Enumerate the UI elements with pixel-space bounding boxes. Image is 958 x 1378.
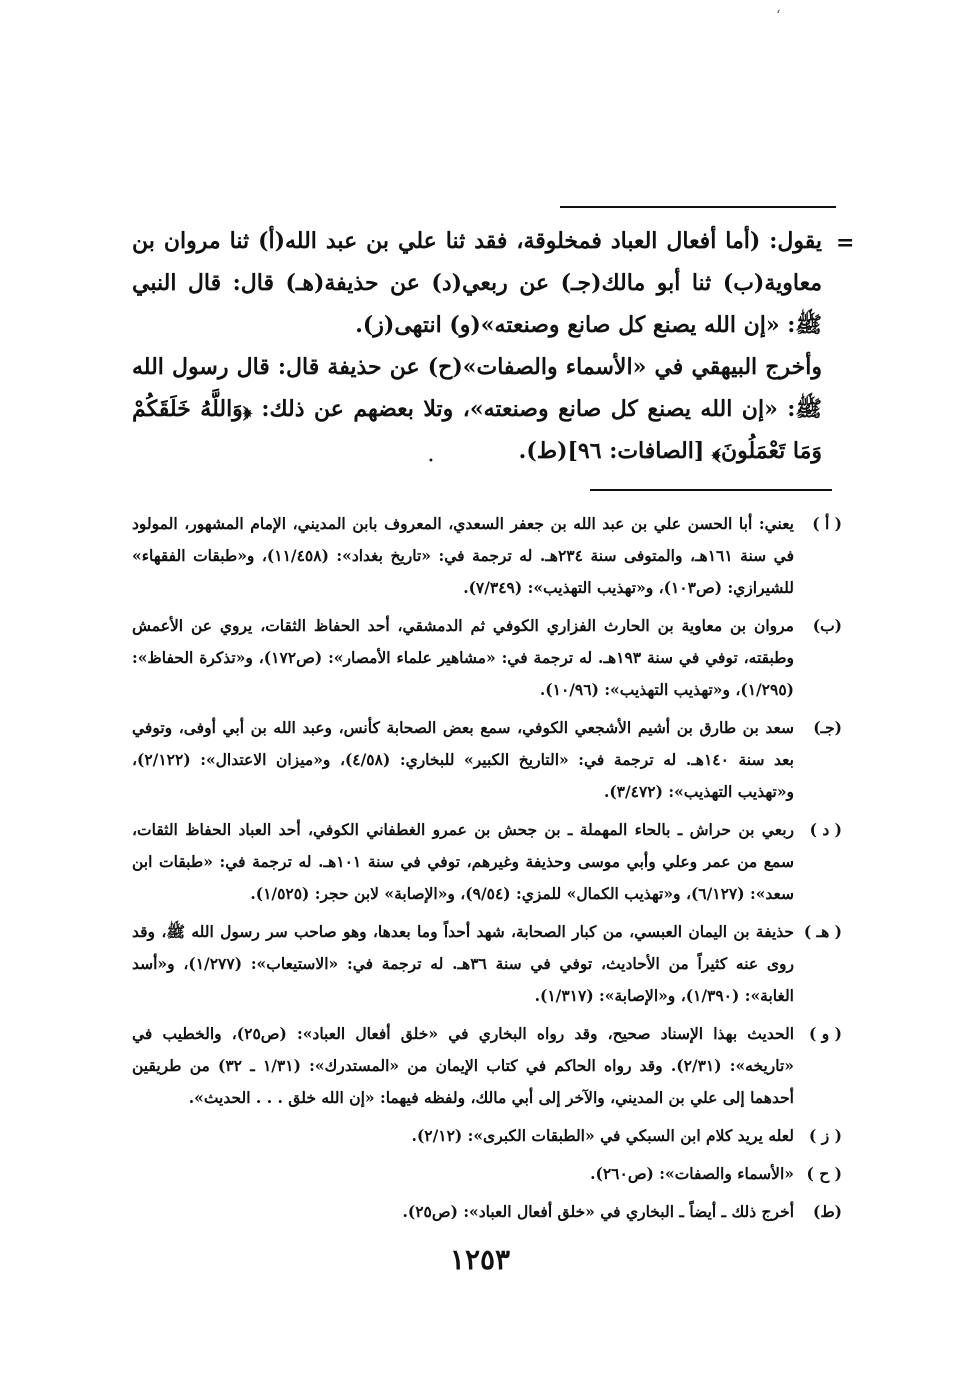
footnote: [132, 916, 842, 1012]
footnote-label: (ط): [812, 1202, 842, 1221]
footnote-label: ( ح ): [806, 1164, 842, 1183]
footnote-text: الحديث بهذا الإسناد صحيح، وقد رواه البخاري في «خلق أفعال العباد»: (ص٢٥)، والخطيب في «تاريخه»: (٢/٣١). وقد رواه الحاكم في كتاب الإيمان من «المستدرك»: (١/٣١ ـ ٣٢) من طريقين أحدهما إلى علي بن المديني، والآخر إلى أبي مالك، ولفظه فيهما: «إن الله خلق . . . الحديث».: [132, 1024, 795, 1107]
continuation-mark: =: [836, 230, 855, 256]
footnotes: [132, 508, 842, 1234]
main-text: [132, 220, 822, 472]
footnote-text: يعني: أبا الحسن علي بن عبد الله بن جعفر السعدي، المعروف بابن المديني، الإمام المشهور، المولود في سنة ١٦١هـ، والمتوفى سنة ٢٣٤هـ. له ترجمة في: «تاريخ بغداد»: (١١/٤٥٨)، و«طبقات الفقهاء» للشيرازي: (ص١٠٣)، و«تهذيب التهذيب»: (٧/٣٤٩).: [132, 514, 795, 597]
top-rule: [560, 206, 836, 208]
footnote-label: ( د ): [809, 820, 842, 839]
footnote-label: ( ز ): [809, 1126, 842, 1145]
footnote-text: سعد بن طارق بن أشيم الأشجعي الكوفي، سمع بعض الصحابة كأنس، وعبد الله بن أبي أوفى، وتوفي بعد سنة ١٤٠هـ. له ترجمة في: «التاريخ الكبير» للبخاري: (٤/٥٨)، و«ميزان الاعتدال»: (٢/١٢٢)، و«تهذيب التهذيب»: (٣/٤٧٢).: [132, 718, 794, 801]
footnote: [132, 1196, 842, 1228]
footnote: [132, 1158, 842, 1190]
stray-dot: •: [428, 456, 434, 467]
footnote: [132, 508, 842, 604]
footnote-label: ( هـ ): [803, 922, 842, 941]
footnote-text: ربعي بن حراش ـ بالحاء المهملة ـ بن جحش بن عمرو الغطفاني الكوفي، أحد العباد الحفاظ الثقات، سمع من عمر وعلي وأبي موسى وحذيفة وغيرهم، توفي في سنة ١٠١هـ. له ترجمة في: «طبقات ابن سعد»: (٦/١٢٧)، و«تهذيب الكمال» للمزي: (٩/٥٤)، و«الإصابة» لابن حجر: (١/٥٢٥).: [132, 820, 794, 903]
footnote-text: لعله يريد كلام ابن السبكي في «الطبقات الكبرى»: (٢/١٢).: [411, 1126, 794, 1145]
footnote-text: مروان بن معاوية بن الحارث الفزاري الكوفي ثم الدمشقي، أحد الحفاظ الثقات، يروي عن الأعمش وطبقته، توفي في سنة ١٩٣هـ. له ترجمة في: «مشاهير علماء الأمصار»: (ص١٧٢)، و«تذكرة الحفاظ»: (١/٢٩٥)، و«تهذيب التهذيب»: (١٠/٩٦).: [132, 616, 794, 699]
footnote-label: (جـ): [813, 718, 842, 737]
footnote-label: ( أ ): [812, 514, 842, 533]
corner-mark: ʻ: [776, 8, 781, 24]
footnote-text: حذيفة بن اليمان العبسي، من كبار الصحابة، شهد أحداً وما بعدها، وهو صاحب سر رسول الله ﷺ، وقد روى عنه كثيراً من الأحاديث، توفي في سنة ٣٦هـ. له ترجمة في: «الاستيعاب»: (١/٢٧٧)، و«أسد الغابة»: (١/٣٩٠)، و«الإصابة»: (١/٣١٧).: [132, 922, 795, 1005]
footnote: [132, 814, 842, 910]
footnote-text: أخرج ذلك ـ أيضاً ـ البخاري في «خلق أفعال العباد»: (ص٢٥).: [402, 1202, 794, 1221]
page-number: ١٢٥٣: [449, 1243, 511, 1276]
footnote: [132, 610, 842, 706]
main-paragraph-2: وأخرج البيهقي في «الأسماء والصفات»(ح) عن حذيفة قال: قال رسول الله ﷺ: «إن الله يصنع كل صانع وصنعته»، وتلا بعضهم عن ذلك: ﴿وَاللَّهُ خَلَقَكُمْ وَمَا تَعْمَلُونَ﴾ [الصافات: ٩٦](ط).: [132, 354, 822, 464]
footnote-rule: [590, 489, 832, 491]
footnote-label: ( و ): [809, 1024, 842, 1043]
footnote-label: (ب): [812, 616, 842, 635]
footnote: [132, 712, 842, 808]
footnote: [132, 1120, 842, 1152]
footnote: [132, 1018, 842, 1114]
main-paragraph-1: يقول: (أما أفعال العباد فمخلوقة، فقد ثنا علي بن عبد الله(أ) ثنا مروان بن معاوية(ب) ثنا أبو مالك(جـ) عن ربعي(د) عن حذيفة(هـ) قال: قال النبي ﷺ: «إن الله يصنع كل صانع وصنعته»(و) انتهى(ز).: [132, 228, 822, 338]
footnote-text: «الأسماء والصفات»: (ص٢٦٠).: [590, 1164, 794, 1183]
